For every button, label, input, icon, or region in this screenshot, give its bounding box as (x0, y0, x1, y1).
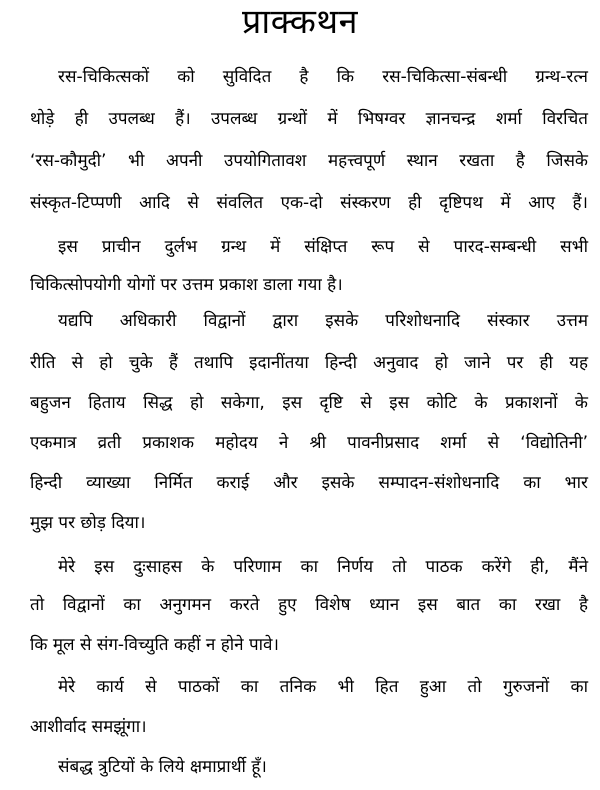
text-line-2: थोड़े ही उपलब्ध हैं। उपलब्ध ग्रन्थों में भिषग्वर ज्ञानचन्द्र शर्मा विरचित (30, 109, 588, 129)
text-line-12: मुझ पर छोड़ दिया। (30, 513, 146, 533)
text-line-13: मेरे इस दुःसाहस के परिणाम का निर्णय तो पाठक करेंगे ही, मैंने (58, 557, 588, 577)
text-line-7: यद्यपि अधिकारी विद्वानों द्वारा इसके परिशोधनादि संस्कार उत्तम (58, 311, 588, 331)
text-line-9: बहुजन हिताय सिद्ध हो सकेगा, इस दृष्टि से इस कोटि के प्रकाशनों के (30, 393, 588, 413)
text-line-6: चिकित्सोपयोगी योगों पर उत्तम प्रकाश डाला गया है। (30, 275, 343, 295)
text-line-15: कि मूल से संग-विच्युति कहीं न होने पावे। (30, 635, 279, 655)
text-line-11: हिन्दी व्याख्या निर्मित कराई और इसके सम्पादन-संशोधनादि का भार (30, 473, 588, 493)
text-line-16: मेरे कार्य से पाठकों का तनिक भी हित हुआ तो गुरुजनों का (58, 677, 588, 697)
text-line-18: संबद्ध त्रुटियों के लिये क्षमाप्रार्थी हूँ। (58, 757, 267, 777)
text-line-3: ‘रस-कौमुदी’ भी अपनी उपयोगितावश महत्त्वपूर्ण स्थान रखता है जिसके (30, 151, 588, 171)
page-title: प्राक्कथन (242, 2, 358, 42)
text-line-5: इस प्राचीन दुर्लभ ग्रन्थ में संक्षिप्त रूप से पारद-सम्बन्धी सभी (58, 237, 588, 257)
text-line-14: तो विद्वानों का अनुगमन करते हुए विशेष ध्यान इस बात का रखा है (30, 595, 588, 615)
text-line-10: एकमात्र व्रती प्रकाशक महोदय ने श्री पावनीप्रसाद शर्मा से ‘विद्योतिनी’ (30, 433, 588, 453)
text-line-8: रीति से हो चुके हैं तथापि इदानींतया हिन्दी अनुवाद हो जाने पर ही यह (30, 353, 588, 373)
text-line-4: संस्कृत-टिप्पणी आदि से संवलित एक-दो संस्करण ही दृष्टिपथ में आए हैं। (30, 193, 588, 213)
text-line-17: आशीर्वाद समझूंगा। (30, 717, 147, 737)
text-line-1: रस-चिकित्सकों को सुविदित है कि रस-चिकित्सा-संबन्धी ग्रन्थ-रत्न (58, 67, 588, 87)
